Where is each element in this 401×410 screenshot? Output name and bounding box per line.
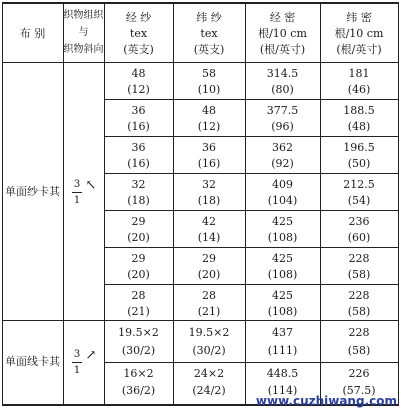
warp-density: 314.5 <box>266 67 299 80</box>
weft-tex: 42 <box>202 215 216 228</box>
warp-density-inch: (80) <box>271 83 294 96</box>
weft-count: (20) <box>197 268 221 281</box>
warp-count: (36/2) <box>121 384 156 397</box>
warp-count: (18) <box>127 194 150 207</box>
weft-count: (16) <box>197 157 221 170</box>
weft-density-inch: (50) <box>347 157 371 170</box>
weft-density-inch: (46) <box>347 83 371 96</box>
header-weft-density-title: 纬 密 <box>346 11 372 24</box>
weft-density: 188.5 <box>343 104 375 117</box>
warp-density-inch: (108) <box>267 305 298 318</box>
group-label-single-yarn-khaki: 单面纱卡其 <box>5 185 60 198</box>
warp-tex: 29 <box>131 215 146 228</box>
group-divider-rule <box>2 320 399 321</box>
warp-density: 362 <box>272 141 293 154</box>
warp-density: 425 <box>272 289 293 302</box>
weft-density-inch: (60) <box>347 231 371 244</box>
weft-density: 196.5 <box>343 141 375 154</box>
weft-density: 212.5 <box>343 178 375 191</box>
row-rule <box>104 173 399 174</box>
warp-density-inch: (108) <box>267 268 298 281</box>
header-warp-density-unit: 根/10 cm <box>258 27 307 40</box>
weft-count: (10) <box>197 83 221 96</box>
row-rule <box>104 284 399 285</box>
weft-count: (30/2) <box>192 344 226 357</box>
warp-count: (16) <box>127 120 150 133</box>
warp-density: 377.5 <box>266 104 299 117</box>
weft-density: 228 <box>348 252 370 265</box>
header-bottom-rule <box>2 62 399 63</box>
weft-density-inch: (48) <box>347 120 371 133</box>
weft-tex: 29 <box>202 252 216 265</box>
warp-tex: 19.5×2 <box>118 326 159 339</box>
warp-tex: 48 <box>131 67 146 80</box>
weft-density: 181 <box>348 67 370 80</box>
twill-direction-right-arrow-icon: ↗ <box>85 348 97 363</box>
weft-tex: 28 <box>202 289 216 302</box>
weave-ratio-bottom: 1 <box>73 195 81 206</box>
weave-ratio-top: 3 <box>73 179 81 190</box>
header-weave-line2: 与 <box>78 27 89 38</box>
header-weave-line1: 织物组织 <box>63 10 104 21</box>
weft-density-inch: (58) <box>347 344 371 357</box>
weave-ratio-top: 3 <box>73 349 81 360</box>
weft-count: (18) <box>197 194 221 207</box>
warp-count: (30/2) <box>121 344 156 357</box>
warp-density-inch: (92) <box>271 157 294 170</box>
row-rule <box>104 99 399 100</box>
warp-density: 425 <box>272 215 293 228</box>
warp-count: (20) <box>127 268 150 281</box>
warp-count: (20) <box>127 231 150 244</box>
warp-density: 448.5 <box>266 367 299 380</box>
warp-density-inch: (108) <box>267 231 298 244</box>
warp-tex: 32 <box>131 178 146 191</box>
header-category: 布 别 <box>19 27 46 40</box>
twill-direction-left-arrow-icon: ↖ <box>85 178 97 193</box>
weft-density-inch: (54) <box>347 194 371 207</box>
watermark: www.cuzhiwang.com <box>255 394 397 408</box>
header-weft-yarn-title: 纬 纱 <box>196 11 222 24</box>
warp-count: (16) <box>127 157 150 170</box>
header-warp-density-title: 经 密 <box>269 11 296 24</box>
weft-tex: 36 <box>202 141 216 154</box>
warp-density-inch: (111) <box>267 344 298 357</box>
header-warp-yarn-title: 经 纱 <box>125 11 152 24</box>
header-warp-density-unit2: (根/英寸) <box>259 43 306 56</box>
weft-density: 228 <box>348 289 370 302</box>
row-rule <box>104 210 399 211</box>
col-rule <box>2 2 3 405</box>
weft-tex: 19.5×2 <box>188 326 230 339</box>
weft-tex: 32 <box>202 178 216 191</box>
warp-density-inch: (96) <box>271 120 294 133</box>
header-weft-density-unit2: (根/英寸) <box>336 43 382 56</box>
warp-count: (12) <box>127 83 150 96</box>
weft-density-inch: (58) <box>347 305 371 318</box>
weft-density: 236 <box>348 215 370 228</box>
weft-count: (24/2) <box>192 384 226 397</box>
weft-density-inch: (58) <box>347 268 371 281</box>
weft-density: 228 <box>348 326 370 339</box>
weft-tex: 48 <box>202 104 216 117</box>
warp-density: 437 <box>272 326 293 339</box>
table-top-rule <box>2 2 399 4</box>
warp-tex: 36 <box>131 141 146 154</box>
warp-tex: 16×2 <box>123 367 154 380</box>
header-warp-yarn-unit2: (英支) <box>123 43 154 56</box>
weft-tex: 24×2 <box>193 367 225 380</box>
warp-density-inch: (114) <box>267 384 298 397</box>
weft-tex: 58 <box>202 67 216 80</box>
weft-density: 226 <box>348 367 370 380</box>
header-warp-yarn-unit: tex <box>129 27 148 40</box>
col-rule <box>398 2 399 405</box>
weft-count: (14) <box>197 231 221 244</box>
row-rule <box>104 362 399 363</box>
weft-count: (21) <box>197 305 221 318</box>
header-weave-line3: 织物斜向 <box>63 44 104 55</box>
col-rule <box>63 2 64 405</box>
weft-density-inch: (57.5) <box>342 384 376 397</box>
header-weft-density-unit: 根/10 cm <box>334 27 384 40</box>
warp-tex: 36 <box>131 104 146 117</box>
warp-tex: 28 <box>131 289 146 302</box>
row-rule <box>104 136 399 137</box>
warp-count: (21) <box>127 305 150 318</box>
warp-density: 425 <box>272 252 293 265</box>
warp-density: 409 <box>272 178 293 191</box>
warp-tex: 29 <box>131 252 146 265</box>
warp-density-inch: (104) <box>267 194 298 207</box>
header-weft-yarn-unit: tex <box>200 27 218 40</box>
header-weft-yarn-unit2: (英支) <box>193 43 225 56</box>
weave-ratio-bottom: 1 <box>73 365 81 376</box>
row-rule <box>104 247 399 248</box>
weft-count: (12) <box>197 120 221 133</box>
group-label-single-ply-khaki: 单面线卡其 <box>5 355 60 368</box>
